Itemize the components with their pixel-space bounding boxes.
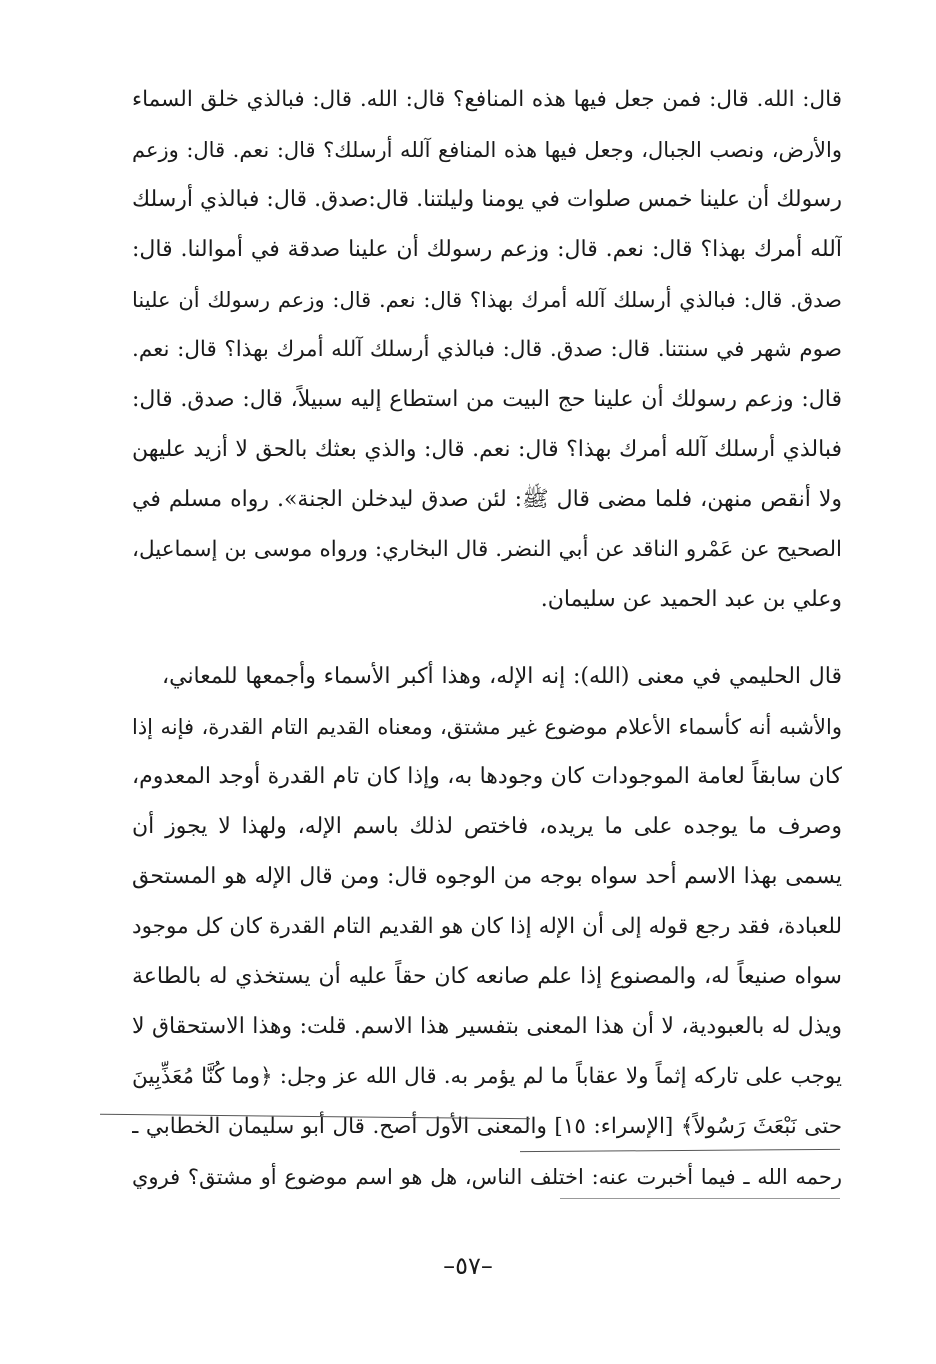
text-line: صدق. قال: فبالذي أرسلك آلله أمرك بهذا؟ قال: نعم. قال: وزعم رسولك أن علينا <box>132 288 842 312</box>
paragraph-2 <box>132 657 842 1217</box>
text-line: ويذل له بالعبودية، لا أن هذا المعنى بتفسير هذا الاسم. قلت: وهذا الاستحقاق لا <box>132 1014 842 1039</box>
text-line: فبالذي أرسلك آلله أمرك بهذا؟ قال: نعم. قال: والذي بعثك بالحق لا أزيد عليهن <box>132 437 842 462</box>
text-line: يوجب على تاركه إثماً ولا عقاباً ما لم يؤمر به. قال الله عز وجل: ﴿وما كُنَّا مُعَذِّبِينَ <box>132 1064 842 1089</box>
text-line: وصرف ما يوجده على ما يريده، فاختص لذلك باسم الإله، ولهذا لا يجوز أن <box>132 814 842 839</box>
text-line: الصحيح عن عَمْرو الناقد عن أبي النضر. قال البخاري: ورواه موسى بن إسماعيل، <box>132 537 842 562</box>
text-line: رسولك أن علينا خمس صلوات في يومنا وليلتنا. قال:صدق. قال: فبالذي أرسلك <box>132 187 842 212</box>
text-line: وعلي بن عبد الحميد عن سليمان. <box>540 587 842 612</box>
text-line: سواه صنيعاً له، والمصنوع إذا علم صانعه كان حقاً عليه أن يستخذي له بالطاعة <box>132 964 842 989</box>
text-line: آلله أمرك بهذا؟ قال: نعم. قال: وزعم رسولك أن علينا صدقة في أموالنا. قال: <box>132 237 842 262</box>
text-line: للعبادة، فقد رجع قوله إلى أن الإله إذا كان هو القديم التام القدرة كان كل موجود <box>132 914 842 939</box>
text-line: رحمه الله ـ فيما أخبرت عنه: اختلف الناس، هل هو اسم موضوع أو مشتق؟ فروي <box>132 1165 842 1189</box>
pen-underline <box>560 1198 840 1199</box>
text-line: والأرض، ونصب الجبال، وجعل فيها هذه المنافع آلله أرسلك؟ قال: نعم. قال: وزعم <box>132 138 842 162</box>
text-line: قال: وزعم رسولك أن علينا حج البيت من استطاع إليه سبيلاً، قال: صدق. قال: <box>132 387 842 412</box>
paragraph-1 <box>132 80 842 640</box>
text-line: قال الحليمي في معنى (الله): إنه الإله، وهذا أكبر الأسماء وأجمعها للمعاني، <box>162 664 842 689</box>
text-line: صوم شهر في سنتنا. قال: صدق. قال: فبالذي أرسلك آلله أمرك بهذا؟ قال: نعم. <box>132 337 842 362</box>
page-number: –٥٧– <box>443 1252 493 1280</box>
text-line: قال: الله. قال: فمن جعل فيها هذه المنافع؟ قال: الله. قال: فبالذي خلق السماء <box>132 87 842 112</box>
text-line: حتى نَبْعَثَ رَسُولاً﴾ [الإسراء: ١٥] والمعنى الأول أصح. قال أبو سليمان الخطابي ـ <box>132 1114 842 1139</box>
text-line: يسمى بهذا الاسم أحد سواه بوجه من الوجوه قال: ومن قال الإله هو المستحق <box>132 864 842 889</box>
text-line: والأشبه أنه كأسماء الأعلام موضوع غير مشتق، ومعناه القديم التام القدرة، فإنه إذا <box>132 715 842 739</box>
text-line: ولا أنقص منهن، فلما مضى قال ﷺ: لئن صدق ليدخلن الجنة». رواه مسلم في <box>132 487 842 512</box>
text-line: كان سابقاً لعامة الموجودات كان وجودها به، وإذا كان تام القدرة أوجد المعدوم، <box>132 764 842 789</box>
